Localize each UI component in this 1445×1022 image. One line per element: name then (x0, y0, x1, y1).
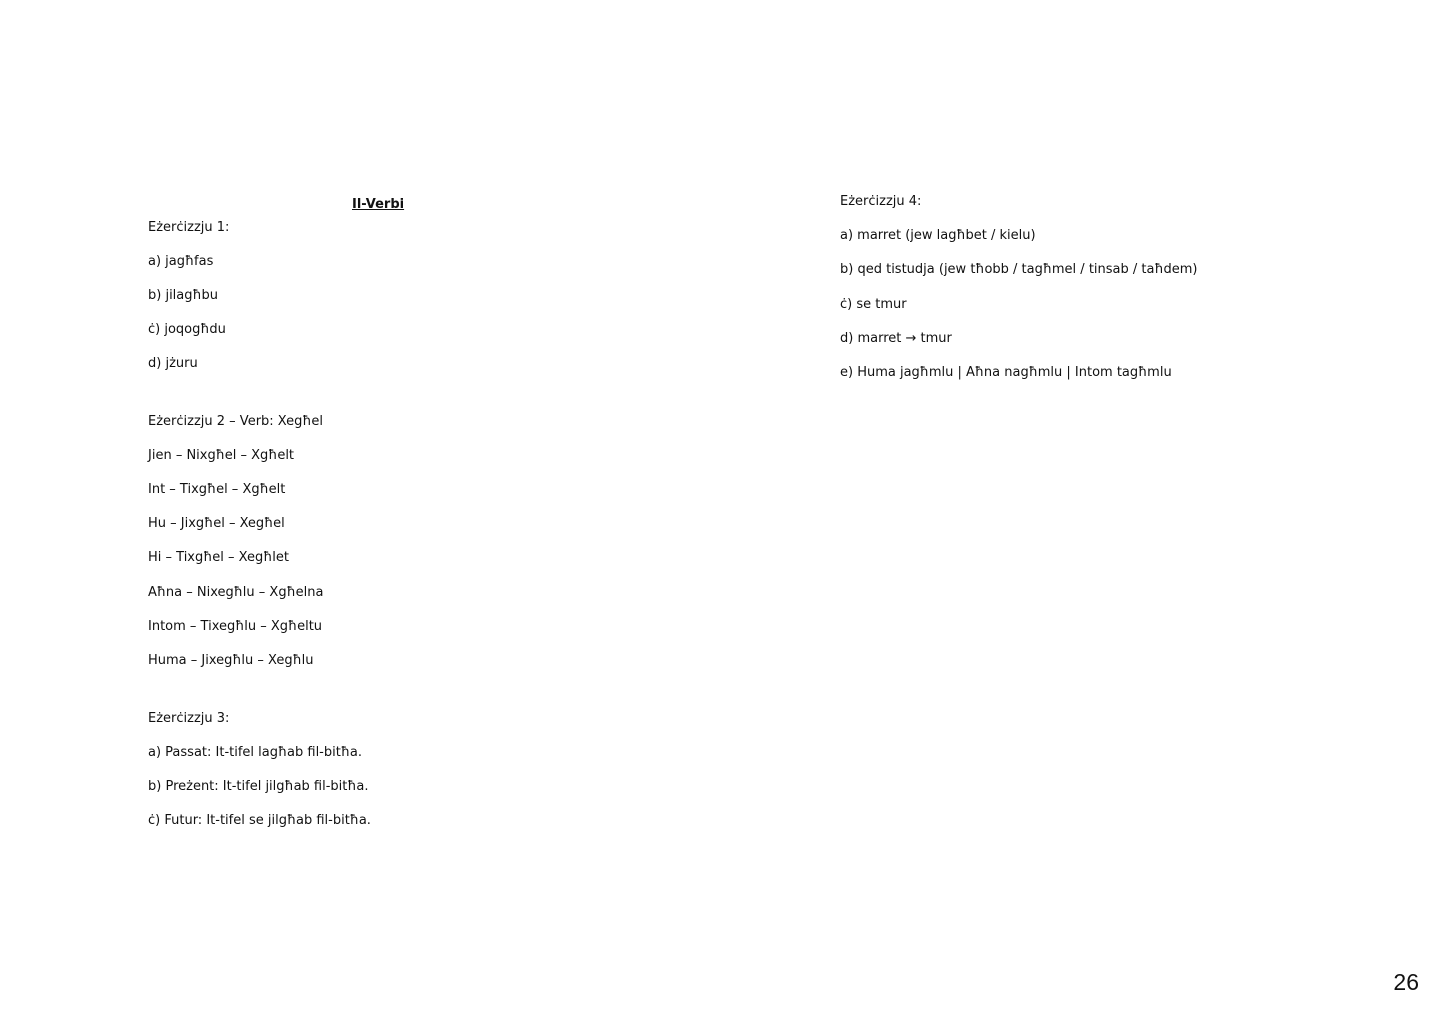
exercise4-heading: Eżerċizzju 4: (840, 194, 922, 209)
exercise2-item: Hu – Jixgħel – Xegħel (148, 516, 285, 531)
exercise2-item: Huma – Jixegħlu – Xegħlu (148, 653, 314, 668)
exercise1-heading: Eżerċizzju 1: (148, 220, 230, 235)
exercise4-item: a) marret (jew lagħbet / kielu) (840, 228, 1036, 243)
exercise2-item: Intom – Tixegħlu – Xgħeltu (148, 619, 323, 634)
exercise2-heading: Eżerċizzju 2 – Verb: Xegħel (148, 414, 324, 429)
exercise1-item: b) jilagħbu (148, 288, 219, 303)
exercise2-item: Int – Tixgħel – Xgħelt (148, 482, 286, 497)
exercise1-item: d) jżuru (148, 356, 198, 371)
exercise4-item: b) qed tistudja (jew tħobb / tagħmel / tinsab / taħdem) (840, 262, 1198, 277)
exercise2-item: Hi – Tixgħel – Xegħlet (148, 550, 289, 565)
exercise1-item: a) jagħfas (148, 254, 214, 269)
exercise4-item: d) marret → tmur (840, 331, 952, 346)
exercise3-heading: Eżerċizzju 3: (148, 711, 230, 726)
exercise4-item: ċ) se tmur (840, 297, 907, 312)
exercise2-item: Aħna – Nixegħlu – Xgħelna (148, 585, 324, 600)
exercise3-item: a) Passat: It-tifel lagħab fil-bitħa. (148, 745, 362, 760)
exercise4-item: e) Huma jagħmlu | Aħna nagħmlu | Intom tagħmlu (840, 365, 1172, 380)
page-title: Il-Verbi (352, 197, 405, 212)
exercise3-item: b) Preżent: It-tifel jilgħab fil-bitħa. (148, 779, 369, 794)
exercise3-item: ċ) Futur: It-tifel se jilgħab fil-bitħa. (148, 813, 371, 828)
exercise1-item: ċ) joqogħdu (148, 322, 226, 337)
exercise2-item: Jien – Nixgħel – Xgħelt (148, 448, 295, 463)
page-number: 26 (1393, 969, 1419, 995)
